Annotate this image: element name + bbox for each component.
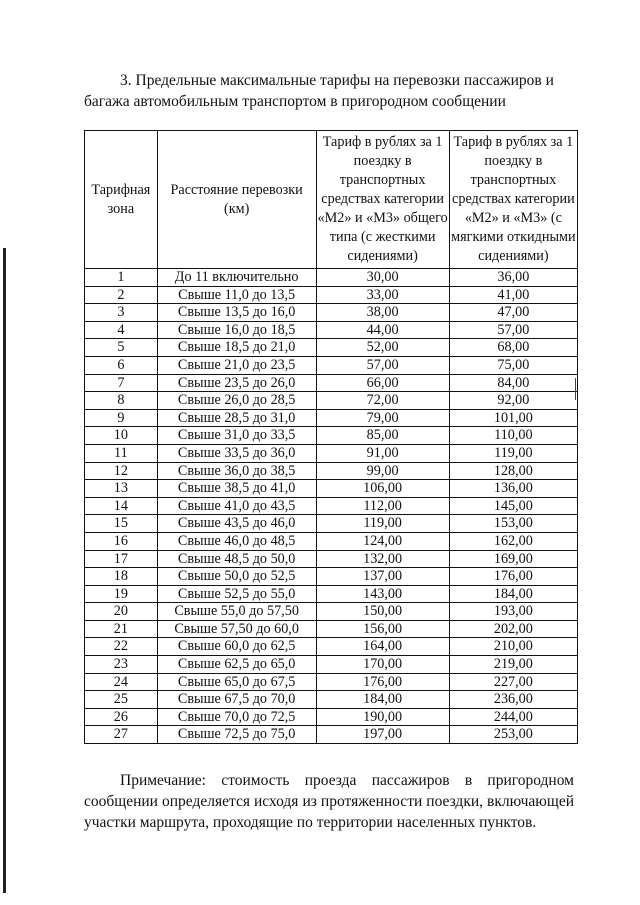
cell-tariff-hard: 33,00 (316, 286, 449, 304)
cell-tariff-hard: 176,00 (316, 673, 449, 691)
table-row (85, 603, 578, 621)
cell-zone: 18 (85, 568, 158, 586)
cell-distance: Свыше 67,5 до 70,0 (157, 691, 316, 709)
cell-tariff-soft: 136,00 (449, 480, 577, 498)
cell-tariff-soft: 36,00 (449, 269, 577, 287)
table-row (85, 304, 578, 322)
cell-distance: Свыше 16,0 до 18,5 (157, 321, 316, 339)
cell-zone: 15 (85, 515, 158, 533)
cell-distance: Свыше 36,0 до 38,5 (157, 462, 316, 480)
tariff-table (84, 130, 578, 744)
cell-distance: Свыше 60,0 до 62,5 (157, 638, 316, 656)
cell-distance: Свыше 23,5 до 26,0 (157, 374, 316, 392)
cell-distance: Свыше 70,0 до 72,5 (157, 708, 316, 726)
scan-artifact-mark (575, 378, 576, 400)
cell-tariff-soft: 210,00 (449, 638, 577, 656)
table-row (85, 620, 578, 638)
cell-tariff-soft: 119,00 (449, 444, 577, 462)
table-row (85, 480, 578, 498)
cell-distance: Свыше 72,5 до 75,0 (157, 726, 316, 744)
cell-tariff-hard: 132,00 (316, 550, 449, 568)
cell-zone: 25 (85, 691, 158, 709)
cell-tariff-hard: 143,00 (316, 585, 449, 603)
table-row (85, 409, 578, 427)
cell-distance: Свыше 55,0 до 57,50 (157, 603, 316, 621)
cell-tariff-soft: 184,00 (449, 585, 577, 603)
table-row (85, 339, 578, 357)
cell-tariff-hard: 79,00 (316, 409, 449, 427)
cell-tariff-soft: 202,00 (449, 620, 577, 638)
table-row (85, 374, 578, 392)
cell-tariff-soft: 41,00 (449, 286, 577, 304)
cell-tariff-soft: 101,00 (449, 409, 577, 427)
cell-zone: 13 (85, 480, 158, 498)
cell-tariff-soft: 110,00 (449, 427, 577, 445)
cell-zone: 23 (85, 656, 158, 674)
cell-distance: Свыше 46,0 до 48,5 (157, 532, 316, 550)
cell-tariff-hard: 30,00 (316, 269, 449, 287)
cell-distance: Свыше 52,5 до 55,0 (157, 585, 316, 603)
cell-zone: 24 (85, 673, 158, 691)
cell-zone: 21 (85, 620, 158, 638)
cell-distance: Свыше 41,0 до 43,5 (157, 497, 316, 515)
cell-distance: Свыше 13,5 до 16,0 (157, 304, 316, 322)
cell-distance: Свыше 43,5 до 46,0 (157, 515, 316, 533)
cell-tariff-hard: 184,00 (316, 691, 449, 709)
cell-tariff-soft: 75,00 (449, 356, 577, 374)
cell-tariff-soft: 92,00 (449, 392, 577, 410)
cell-distance: Свыше 57,50 до 60,0 (157, 620, 316, 638)
table-row (85, 286, 578, 304)
cell-zone: 2 (85, 286, 158, 304)
cell-zone: 14 (85, 497, 158, 515)
cell-tariff-soft: 176,00 (449, 568, 577, 586)
cell-distance: Свыше 48,5 до 50,0 (157, 550, 316, 568)
cell-tariff-soft: 227,00 (449, 673, 577, 691)
cell-zone: 7 (85, 374, 158, 392)
cell-tariff-soft: 153,00 (449, 515, 577, 533)
header-tariff-zone: Тарифная зона (85, 131, 158, 269)
table-row (85, 656, 578, 674)
cell-distance: Свыше 38,5 до 41,0 (157, 480, 316, 498)
cell-tariff-soft: 236,00 (449, 691, 577, 709)
table-row (85, 568, 578, 586)
cell-tariff-hard: 91,00 (316, 444, 449, 462)
cell-tariff-hard: 190,00 (316, 708, 449, 726)
cell-tariff-hard: 170,00 (316, 656, 449, 674)
cell-tariff-hard: 66,00 (316, 374, 449, 392)
cell-zone: 5 (85, 339, 158, 357)
cell-distance: Свыше 26,0 до 28,5 (157, 392, 316, 410)
cell-tariff-soft: 145,00 (449, 497, 577, 515)
cell-zone: 10 (85, 427, 158, 445)
cell-tariff-hard: 85,00 (316, 427, 449, 445)
table-row (85, 691, 578, 709)
table-row (85, 462, 578, 480)
table-row (85, 321, 578, 339)
cell-distance: Свыше 21,0 до 23,5 (157, 356, 316, 374)
cell-tariff-hard: 44,00 (316, 321, 449, 339)
cell-distance: Свыше 65,0 до 67,5 (157, 673, 316, 691)
cell-tariff-soft: 219,00 (449, 656, 577, 674)
table-row (85, 708, 578, 726)
table-row (85, 497, 578, 515)
table-row (85, 638, 578, 656)
cell-tariff-soft: 244,00 (449, 708, 577, 726)
cell-zone: 27 (85, 726, 158, 744)
cell-tariff-hard: 119,00 (316, 515, 449, 533)
cell-zone: 11 (85, 444, 158, 462)
cell-zone: 12 (85, 462, 158, 480)
cell-tariff-soft: 128,00 (449, 462, 577, 480)
cell-distance: Свыше 62,5 до 65,0 (157, 656, 316, 674)
table-row (85, 515, 578, 533)
cell-zone: 6 (85, 356, 158, 374)
cell-tariff-soft: 193,00 (449, 603, 577, 621)
cell-zone: 4 (85, 321, 158, 339)
header-tariff-hard-seats: Тариф в рублях за 1 поездку в транспортных средствах категории «М2» и «М3» общего типа (с жесткими сидениями) (316, 131, 449, 269)
cell-zone: 9 (85, 409, 158, 427)
cell-distance: До 11 включительно (157, 269, 316, 287)
cell-tariff-hard: 150,00 (316, 603, 449, 621)
cell-tariff-hard: 164,00 (316, 638, 449, 656)
cell-distance: Свыше 50,0 до 52,5 (157, 568, 316, 586)
note-text: Примечание: стоимость проезда пассажиров в пригородном сообщении определяется исходя из протяженности поездки, включающей участки маршрута, проходящие по территории населенных пунктов. (84, 772, 574, 831)
cell-tariff-soft: 47,00 (449, 304, 577, 322)
cell-tariff-soft: 68,00 (449, 339, 577, 357)
table-row (85, 726, 578, 744)
cell-zone: 3 (85, 304, 158, 322)
cell-zone: 20 (85, 603, 158, 621)
cell-tariff-soft: 253,00 (449, 726, 577, 744)
section-heading-line-2: багажа автомобильным транспортом в пригородном сообщении (84, 93, 506, 110)
table-row (85, 550, 578, 568)
cell-zone: 17 (85, 550, 158, 568)
table-row (85, 269, 578, 287)
cell-distance: Свыше 11,0 до 13,5 (157, 286, 316, 304)
cell-zone: 26 (85, 708, 158, 726)
section-heading (84, 70, 574, 112)
cell-tariff-soft: 169,00 (449, 550, 577, 568)
cell-tariff-hard: 197,00 (316, 726, 449, 744)
table-row (85, 673, 578, 691)
cell-tariff-soft: 84,00 (449, 374, 577, 392)
cell-zone: 19 (85, 585, 158, 603)
cell-distance: Свыше 18,5 до 21,0 (157, 339, 316, 357)
section-heading-line-1: 3. Предельные максимальные тарифы на перевозки пассажиров и (120, 72, 554, 89)
cell-tariff-soft: 162,00 (449, 532, 577, 550)
table-row (85, 585, 578, 603)
scan-margin-bar (3, 248, 6, 893)
cell-tariff-hard: 124,00 (316, 532, 449, 550)
table-row (85, 532, 578, 550)
cell-tariff-hard: 106,00 (316, 480, 449, 498)
cell-zone: 16 (85, 532, 158, 550)
cell-tariff-hard: 72,00 (316, 392, 449, 410)
table-body (85, 269, 578, 744)
table-row (85, 427, 578, 445)
cell-tariff-hard: 156,00 (316, 620, 449, 638)
note-paragraph (84, 770, 574, 833)
cell-zone: 1 (85, 269, 158, 287)
table-row (85, 356, 578, 374)
table-header-row (85, 131, 578, 269)
cell-tariff-hard: 57,00 (316, 356, 449, 374)
cell-tariff-hard: 38,00 (316, 304, 449, 322)
cell-tariff-hard: 112,00 (316, 497, 449, 515)
cell-distance: Свыше 33,5 до 36,0 (157, 444, 316, 462)
table-row (85, 444, 578, 462)
table-row (85, 392, 578, 410)
cell-tariff-hard: 99,00 (316, 462, 449, 480)
header-distance: Расстояние перевозки (км) (157, 131, 316, 269)
cell-tariff-hard: 137,00 (316, 568, 449, 586)
cell-tariff-soft: 57,00 (449, 321, 577, 339)
cell-zone: 8 (85, 392, 158, 410)
header-tariff-soft-seats: Тариф в рублях за 1 поездку в транспортных средствах категории «М2» и «М3» (с мягкими откидными сидениями) (449, 131, 577, 269)
cell-zone: 22 (85, 638, 158, 656)
cell-distance: Свыше 31,0 до 33,5 (157, 427, 316, 445)
cell-distance: Свыше 28,5 до 31,0 (157, 409, 316, 427)
cell-tariff-hard: 52,00 (316, 339, 449, 357)
